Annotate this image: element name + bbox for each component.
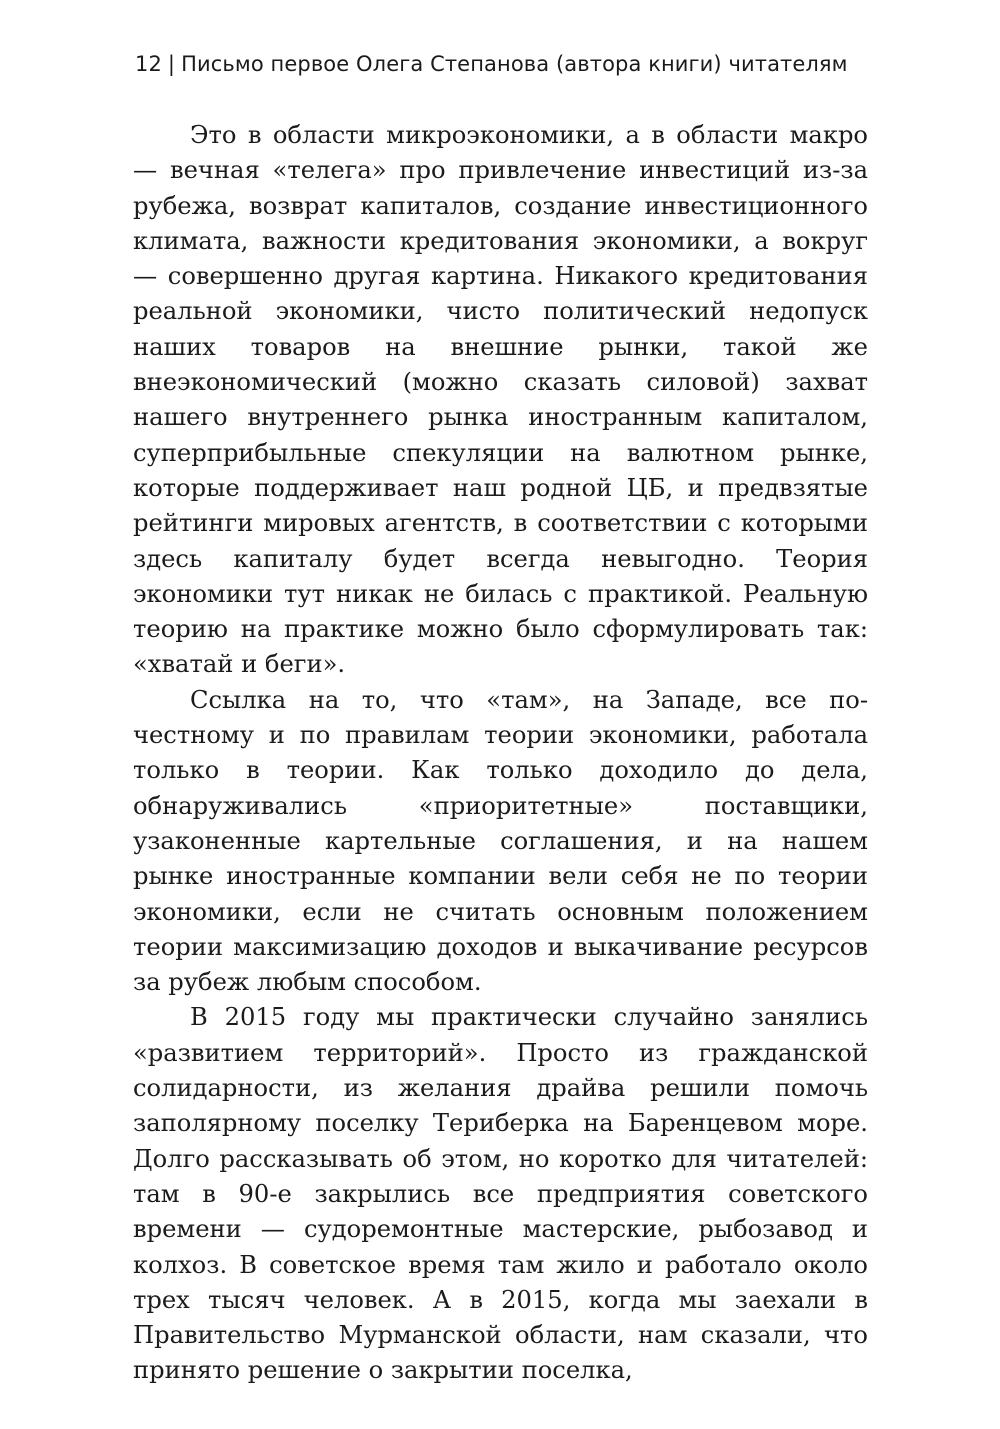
running-head <box>135 52 848 76</box>
paragraph-1: Это в области микроэкономики, а в области макро — вечная «телега» про привлечение инвестиций из-за рубежа, возврат капиталов, создание инвестиционного климата, важности кредитования экономики, а вокруг — совершенно другая картина. Никакого кредитования реальной экономики, чисто политический недопуск наших товаров на внешние рынки, такой же внеэкономический (можно сказать силовой) захват нашего внутреннего рынка иностранным капиталом, суперприбыльные спекуляции на валютном рынке, которые поддерживает наш родной ЦБ, и предвзятые рейтинги мировых агентств, в соответствии с которыми здесь капиталу будет всегда невыгодно. Теория экономики тут никак не билась с практикой. Реальную теорию на практике можно было сформулировать так: «хватай и беги». <box>133 121 868 679</box>
header-separator: | <box>167 52 176 76</box>
running-title: Письмо первое Олега Степанова (автора книги) читателям <box>181 52 848 76</box>
paragraph-3: В 2015 году мы практически случайно занялись «развитием территорий». Просто из гражданской солидарности, из желания драйва решили помочь заполярному поселку Териберка на Баренцевом море. Долго рассказывать об этом, но коротко для читателей: там в 90-е закрылись все предприятия советского времени — судоремонтные мастерские, рыбозавод и колхоз. В советское время там жило и работало около трех тысяч человек. А в 2015, когда мы заехали в Правительство Мурманской области, нам сказали, что принято решение о закрытии поселка, <box>133 1003 868 1385</box>
text-body <box>133 118 868 1389</box>
page-number: 12 <box>135 52 162 76</box>
paragraph-2: Ссылка на то, что «там», на Западе, все по-честному и по правилам теории экономики, работала только в теории. Как только доходило до дела, обнаруживались «приоритетные» поставщики, узаконенные картельные соглашения, и на нашем рынке иностранные компании вели себя не по теории экономики, если не считать основным положением теории максимизацию доходов и выкачивание ресурсов за рубеж любым способом. <box>133 685 868 997</box>
